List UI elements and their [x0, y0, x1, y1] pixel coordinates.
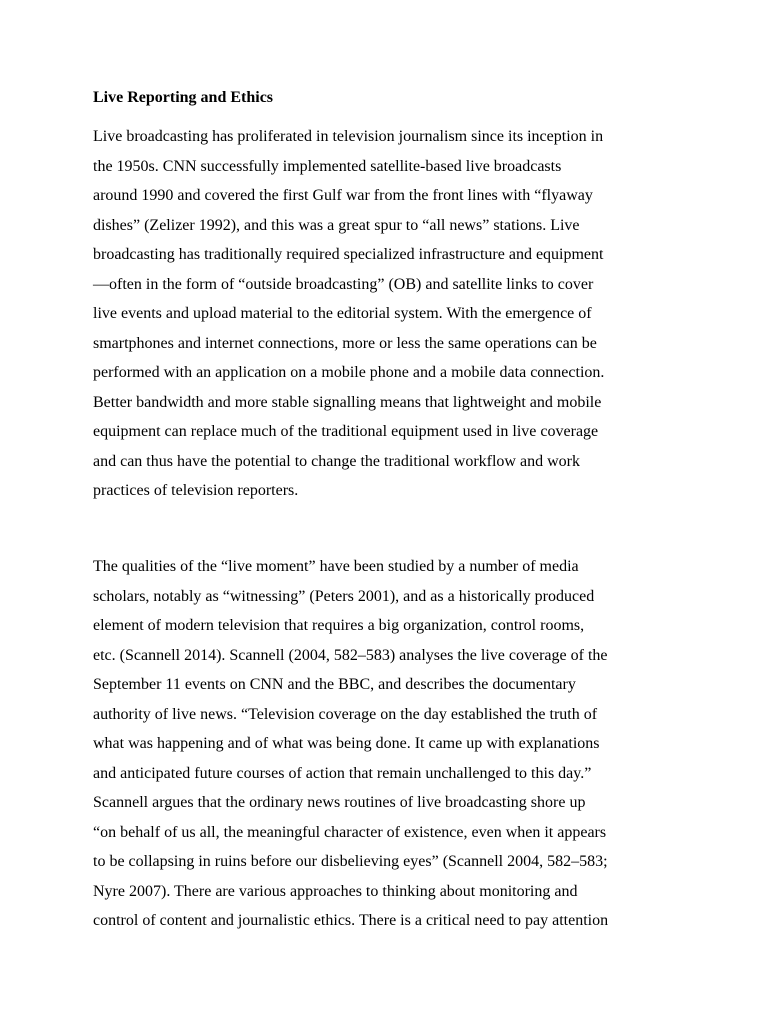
paragraph-1: [93, 122, 693, 506]
paragraph-line: etc. (Scannell 2014). Scannell (2004, 582–583) analyses the live coverage of the: [93, 646, 608, 664]
paragraph-line: “on behalf of us all, the meaningful character of existence, even when it appears: [93, 823, 607, 841]
paragraph-line: and can thus have the potential to change the traditional workflow and work: [93, 452, 580, 470]
paragraph-line: equipment can replace much of the traditional equipment used in live coverage: [93, 423, 599, 440]
paragraph-line: Live broadcasting has proliferated in television journalism since its inception in: [93, 128, 604, 145]
paragraph-2: [93, 552, 693, 936]
paragraph-line: —often in the form of “outside broadcasting” (OB) and satellite links to cover: [93, 275, 594, 293]
paragraph-line: performed with an application on a mobile phone and a mobile data connection.: [93, 364, 605, 381]
paragraph-line: authority of live news. “Television coverage on the day established the truth of: [93, 705, 598, 723]
paragraph-line: Nyre 2007). There are various approaches to thinking about monitoring and: [93, 882, 578, 900]
paragraph-line: practices of television reporters.: [93, 482, 299, 499]
paragraph-line: broadcasting has traditionally required specialized infrastructure and equipment: [93, 246, 604, 263]
paragraph-line: dishes” (Zelizer 1992), and this was a great spur to “all news” stations. Live: [93, 216, 580, 234]
paragraph-line: Scannell argues that the ordinary news routines of live broadcasting shore up: [93, 794, 586, 811]
paragraph-line: and anticipated future courses of action that remain unchallenged to this day.”: [93, 764, 592, 782]
paragraph-line: element of modern television that requires a big organization, control rooms,: [93, 617, 585, 634]
paragraph-line: The qualities of the “live moment” have been studied by a number of media: [93, 558, 579, 575]
document-title: Live Reporting and Ethics: [93, 89, 274, 106]
paragraph-line: September 11 events on CNN and the BBC, and describes the documentary: [93, 676, 576, 693]
paragraph-line: scholars, notably as “witnessing” (Peters 2001), and as a historically produced: [93, 587, 595, 605]
paragraph-line: what was happening and of what was being done. It came up with explanations: [93, 735, 600, 752]
paragraph-line: the 1950s. CNN successfully implemented satellite-based live broadcasts: [93, 157, 562, 175]
paragraph-line: control of content and journalistic ethics. There is a critical need to pay attention: [93, 912, 609, 929]
paragraph-line: smartphones and internet connections, more or less the same operations can be: [93, 334, 597, 352]
paragraph-line: around 1990 and covered the first Gulf war from the front lines with “flyaway: [93, 187, 593, 204]
paragraph-line: live events and upload material to the editorial system. With the emergence of: [93, 305, 592, 322]
paragraph-line: to be collapsing in ruins before our disbelieving eyes” (Scannell 2004, 582–583;: [93, 853, 608, 870]
paragraph-line: Better bandwidth and more stable signalling means that lightweight and mobile: [93, 393, 602, 411]
